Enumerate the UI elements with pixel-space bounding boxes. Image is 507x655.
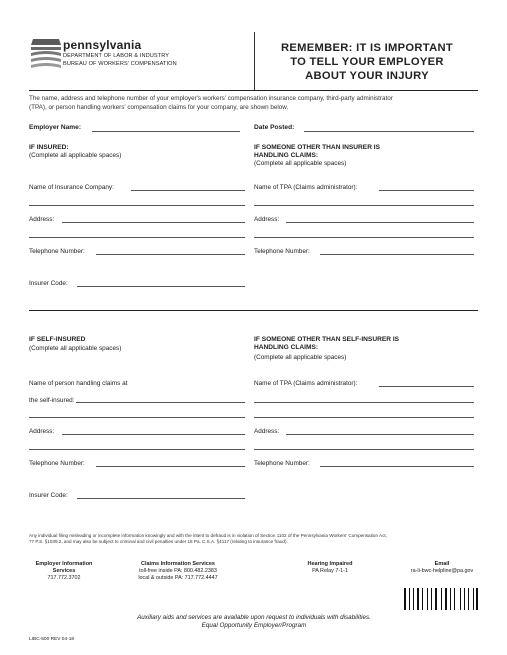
remember-notice xyxy=(258,41,476,83)
insurer-code-label: Insurer Code: xyxy=(29,280,68,287)
fraud-notice xyxy=(29,533,481,546)
barcode-bar xyxy=(448,588,449,610)
remember-line-2: TO TELL YOUR EMPLOYER xyxy=(290,56,444,68)
header-divider xyxy=(254,32,255,90)
employer-info-title-2: Services xyxy=(52,568,76,574)
barcode-bar xyxy=(456,588,459,610)
barcode-bar xyxy=(450,588,451,610)
barcode-bar xyxy=(410,588,412,610)
claims-info-block xyxy=(116,561,240,582)
department-line: DEPARTMENT OF LABOR & INDUSTRY xyxy=(63,53,170,59)
fraud-notice-line-2: 77 P.S. §1039.2, and may also be subject to criminal and civil penalties under 18 Pa. C.S.A. §4117 (relating to insurance fraud). xyxy=(29,539,288,545)
barcode-bar xyxy=(460,588,461,610)
employer-name-label: Employer Name: xyxy=(29,124,82,131)
barcode-bar xyxy=(462,588,463,610)
insured-other-heading-line-1: IF SOMEONE OTHER THAN INSURER IS xyxy=(254,144,381,151)
email-block xyxy=(394,561,490,575)
barcode-bar xyxy=(424,588,426,610)
claims-local: local & outside PA: 717.772.4447 xyxy=(138,575,218,581)
remember-line-1: REMEMBER: IT IS IMPORTANT xyxy=(281,42,453,54)
intro-line-2: (TPA), or person handling workers' compensation claims for your company, are shown below. xyxy=(29,103,289,111)
self-insured-address-field-2[interactable] xyxy=(29,449,245,450)
barcode-bar xyxy=(466,588,467,610)
insured-other-heading xyxy=(254,144,380,160)
insured-other-address-label: Address: xyxy=(254,216,280,223)
logo-wordmark: pennsylvania xyxy=(63,38,142,52)
equal-opportunity-line: Equal Opportunity Employer/Program xyxy=(201,622,307,629)
self-insured-telephone-label: Telephone Number: xyxy=(29,460,85,467)
employer-info-title: Employer Information xyxy=(35,561,93,567)
insured-other-subheading: (Complete all applicable spaces) xyxy=(254,160,347,167)
self-other-telephone-field[interactable] xyxy=(320,466,474,467)
form-number: LIBC-500 REV 04-18 xyxy=(29,637,75,642)
barcode-bar xyxy=(443,588,444,610)
person-handling-label-2: the self-insured: xyxy=(29,397,75,404)
auxiliary-aids-notice xyxy=(60,614,448,630)
intro-text xyxy=(29,95,481,112)
self-other-address-field[interactable] xyxy=(286,434,474,435)
insurer-code-field[interactable] xyxy=(77,286,245,287)
barcode-bar xyxy=(429,588,431,610)
insured-address-field[interactable] xyxy=(62,222,245,223)
barcode-bar xyxy=(422,588,423,610)
barcode-bar xyxy=(435,588,437,610)
barcode xyxy=(404,588,478,610)
self-other-heading-line-1: IF SOMEONE OTHER THAN SELF-INSURER IS xyxy=(254,336,400,343)
claims-info-title: Claims Information Services xyxy=(141,561,215,567)
insured-address-field-2[interactable] xyxy=(29,237,245,238)
insured-telephone-field[interactable] xyxy=(96,254,245,255)
insured-subheading: (Complete all applicable spaces) xyxy=(29,152,122,159)
insured-other-address-field[interactable] xyxy=(286,222,474,223)
employer-info-block xyxy=(20,561,108,582)
self-insured-heading: IF SELF-INSURED xyxy=(29,336,86,343)
self-insured-address-label: Address: xyxy=(29,428,55,435)
barcode-bar xyxy=(409,588,410,610)
insured-other-address-field-2[interactable] xyxy=(254,237,474,238)
self-insured-telephone-field[interactable] xyxy=(96,466,245,467)
barcode-bar xyxy=(452,588,454,610)
self-other-tpa-field-2[interactable] xyxy=(254,402,474,403)
barcode-bar xyxy=(427,588,428,610)
hearing-relay: PA Relay 7-1-1 xyxy=(312,568,348,574)
insured-other-telephone-label: Telephone Number: xyxy=(254,248,310,255)
hearing-impaired-block xyxy=(290,561,370,575)
barcode-bar xyxy=(454,588,455,610)
barcode-bar xyxy=(417,588,420,610)
self-other-heading-line-2: HANDLING CLAIMS: xyxy=(254,344,319,351)
self-insured-code-field[interactable] xyxy=(77,498,245,499)
barcode-bar xyxy=(470,588,472,610)
remember-line-3: ABOUT YOUR INJURY xyxy=(305,70,429,82)
date-posted-field[interactable] xyxy=(304,131,474,132)
barcode-bar xyxy=(468,588,469,610)
barcode-bar xyxy=(413,588,414,610)
barcode-bar xyxy=(420,588,421,610)
barcode-bar xyxy=(431,588,432,610)
self-insured-address-field[interactable] xyxy=(62,434,245,435)
person-handling-label: Name of person handling claims at xyxy=(29,380,128,387)
insured-tpa-field-2[interactable] xyxy=(254,205,474,206)
self-other-heading xyxy=(254,336,399,352)
email-title: Email xyxy=(434,561,450,567)
self-other-address-field-2[interactable] xyxy=(254,449,474,450)
barcode-bar xyxy=(415,588,416,610)
claims-tollfree: toll-free inside PA: 800.482.2383 xyxy=(139,568,217,574)
barcode-bar xyxy=(445,588,447,610)
barcode-bar xyxy=(407,588,408,610)
barcode-bar xyxy=(475,588,476,610)
barcode-bar xyxy=(404,588,406,610)
employer-info-phone: 717.772.3702 xyxy=(47,575,81,581)
keystone-logo-icon xyxy=(29,37,63,73)
barcode-bar xyxy=(438,588,441,610)
date-posted-label: Date Posted: xyxy=(254,124,295,131)
self-other-subheading: (Complete all applicable spaces) xyxy=(254,354,347,361)
auxiliary-aids-line: Auxiliary aids and services are available upon request to individuals with disabilities. xyxy=(137,614,371,621)
self-other-telephone-label: Telephone Number: xyxy=(254,460,310,467)
self-other-address-label: Address: xyxy=(254,428,280,435)
insurance-company-label: Name of Insurance Company: xyxy=(29,184,114,191)
section-rule xyxy=(29,310,478,311)
intro-line-1: The name, address and telephone number of your employer's workers' compensation insurance company, third-party administrator xyxy=(29,95,393,102)
self-other-tpa-label: Name of TPA (Claims administrator): xyxy=(254,380,358,387)
barcode-bar xyxy=(441,588,442,610)
insured-heading: IF INSURED: xyxy=(29,144,69,151)
barcode-bar xyxy=(464,588,466,610)
insured-other-telephone-field[interactable] xyxy=(320,254,474,255)
self-other-tpa-field-3[interactable] xyxy=(254,417,474,418)
insurance-company-field[interactable] xyxy=(131,190,245,191)
bureau-line: BUREAU OF WORKERS' COMPENSATION xyxy=(63,61,177,67)
hearing-impaired-title: Hearing Impaired xyxy=(307,561,353,567)
barcode-bar xyxy=(433,588,434,610)
self-insured-code-label: Insurer Code: xyxy=(29,492,68,499)
barcode-bar xyxy=(476,588,478,610)
barcode-bar xyxy=(473,588,474,610)
self-insured-subheading: (Complete all applicable spaces) xyxy=(29,345,122,352)
email-address[interactable]: ra-li-bwc-helpline@pa.gov xyxy=(410,568,474,574)
person-handling-field-2[interactable] xyxy=(29,417,245,418)
insured-other-heading-line-2: HANDLING CLAIMS: xyxy=(254,152,319,159)
self-other-tpa-field[interactable] xyxy=(379,386,474,387)
insured-tpa-label: Name of TPA (Claims administrator): xyxy=(254,184,358,191)
header-rule xyxy=(29,90,478,91)
fraud-notice-line-1: Any individual filing misleading or incomplete information knowingly and with the intent to defraud is in violation of Section 1102 of the Pennsylvania Workers' Compensation Act, xyxy=(29,533,387,538)
insured-address-label: Address: xyxy=(29,216,55,223)
insured-tpa-field[interactable] xyxy=(379,190,474,191)
insured-telephone-label: Telephone Number: xyxy=(29,248,85,255)
insurance-company-field-2[interactable] xyxy=(29,205,245,206)
employer-name-field[interactable] xyxy=(92,131,240,132)
